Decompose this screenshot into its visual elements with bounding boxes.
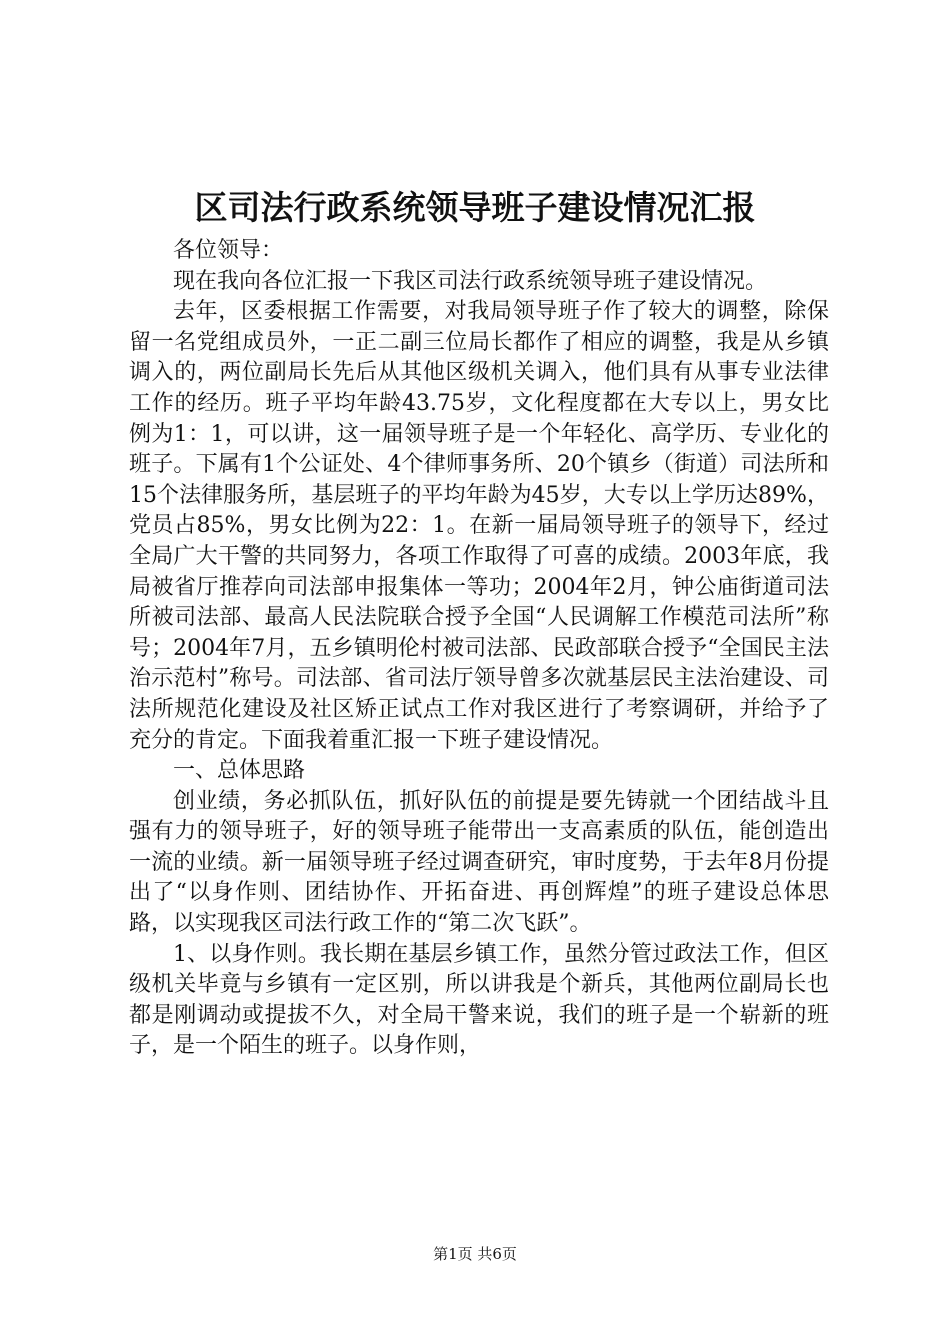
- strategy-paragraph: 创业绩，务必抓队伍，抓好队伍的前提是要先铸就一个团结战斗且强有力的领导班子，好的领导班子能带出一支高素质的队伍，能创造出一流的业绩。新一届领导班子经过调查研究，审时度势，于去年8月份提出了“以身作则、团结协作、开拓奋进、再创辉煌”的班子建设总体思路，以实现我区司法行政工作的“第二次飞跃”。: [129, 788, 829, 937]
- lead-by-example-paragraph: 1、以身作则。我长期在基层乡镇工作，虽然分管过政法工作，但区级机关毕竟与乡镇有一定区别，所以讲我是个新兵，其他两位副局长也都是刚调动或提拔不久，对全局干警来说，我们的班子是一个崭新的班子，是一个陌生的班子。以身作则，: [129, 941, 829, 1059]
- page-footer: 第1页 共6页: [433, 1245, 517, 1263]
- document-title: 区司法行政系统领导班子建设情况汇报: [194, 188, 756, 227]
- document-body: [129, 236, 829, 1062]
- intro-paragraph: 现在我向各位汇报一下我区司法行政系统领导班子建设情况。: [173, 268, 768, 294]
- background-paragraph: 去年，区委根据工作需要，对我局领导班子作了较大的调整，除保留一名党组成员外，一正二副三位局长都作了相应的调整，我是从乡镇调入的，两位副局长先后从其他区级机关调入，他们具有从事专业法律工作的经历。班子平均年龄43.75岁，文化程度都在大专以上，男女比例为1：1，可以讲，这一届领导班子是一个年轻化、高学历、专业化的班子。下属有1个公证处、4个律师事务所、20个镇乡（街道）司法所和15个法律服务所，基层班子的平均年龄为45岁，大专以上学历达89%，党员占85%，男女比例为22：1。在新一届局领导班子的领导下，经过全局广大干警的共同努力，各项工作取得了可喜的成绩。2003年底，我局被省厅推荐向司法部申报集体一等功；2004年2月，钟公庙街道司法所被司法部、最高人民法院联合授予全国“人民调解工作模范司法所”称号；2004年7月，五乡镇明伦村被司法部、民政部联合授予“全国民主法治示范村”称号。司法部、省司法厅领导曾多次就基层民主法治建设、司法所规范化建设及社区矫正试点工作对我区进行了考察调研，并给予了充分的肯定。下面我着重汇报一下班子建设情况。: [129, 299, 829, 753]
- salutation-paragraph: 各位领导：: [173, 238, 284, 263]
- section-heading: 一、总体思路: [173, 758, 306, 784]
